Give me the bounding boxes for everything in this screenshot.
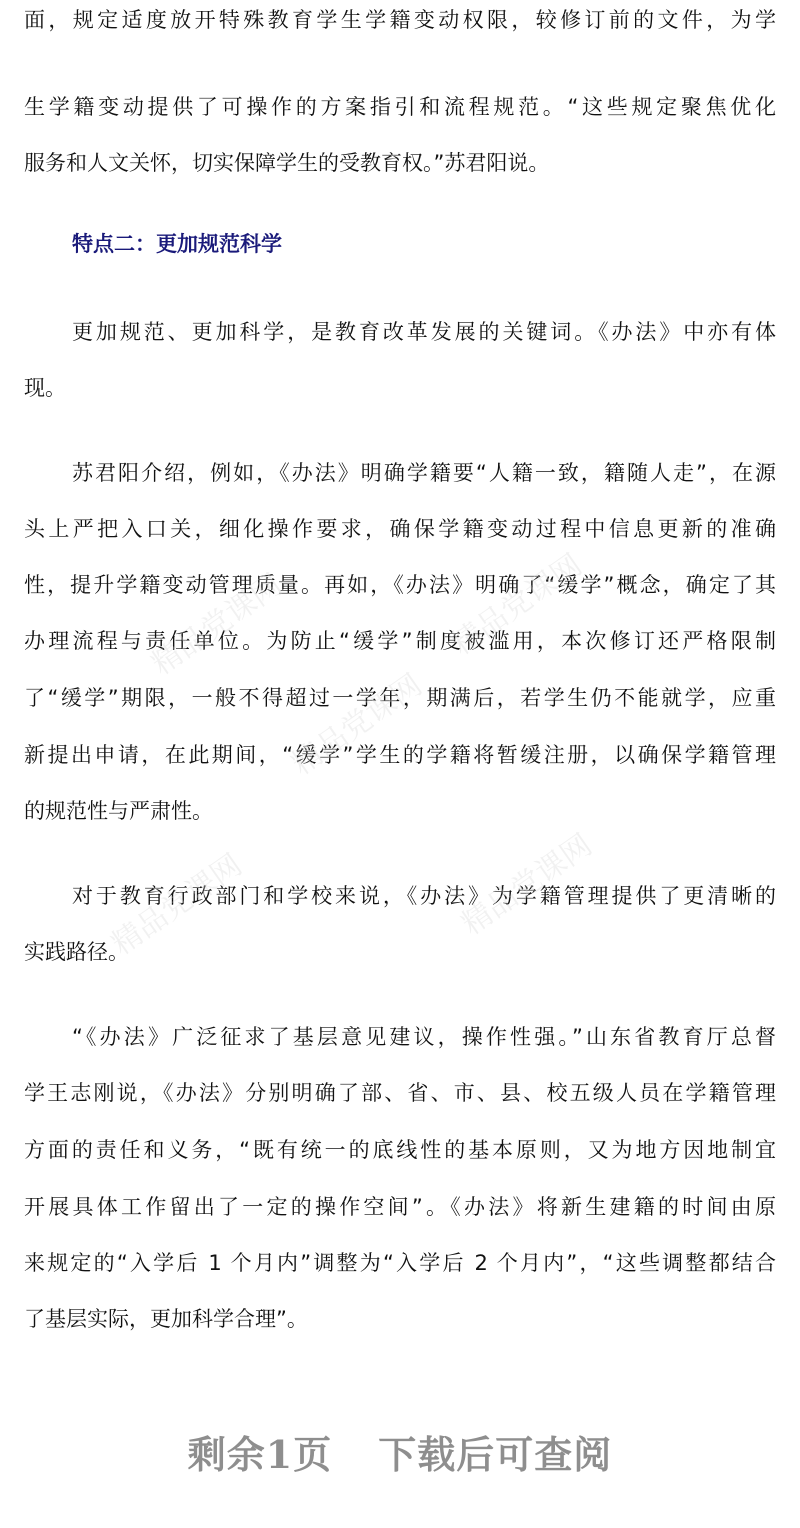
paragraph-line: 方面的责任和义务，“既有统一的底线性的基本原则，又为地方因地制宜 [24, 1138, 776, 1162]
paragraph-line: 服务和人文关怀，切实保障学生的受教育权。”苏君阳说。 [24, 151, 550, 175]
watermark-graphic: 精品党课网 [105, 847, 249, 963]
paragraph-line: 面，规定适度放开特殊教育学生学籍变动权限，较修订前的文件，为学 [24, 8, 776, 32]
paragraph-line: 对于教育行政部门和学校来说，《办法》为学籍管理提供了更清晰的 [72, 884, 776, 908]
remaining-pages-label[interactable]: 剩余1页 [187, 1432, 333, 1477]
paragraph-line: “《办法》广泛征求了基层意见建议，操作性强。”山东省教育厅总督 [72, 1025, 776, 1049]
paragraph-line: 开展具体工作留出了一定的操作空间”。《办法》将新生建籍的时间由原 [24, 1195, 776, 1219]
paragraph-line: 性，提升学籍变动管理质量。再如，《办法》明确了“缓学”概念，确定了其 [24, 573, 776, 597]
section-heading: 特点二：更加规范科学 [72, 232, 282, 256]
paragraph-line: 更加规范、更加科学，是教育改革发展的关键词。《办法》中亦有体 [72, 320, 776, 344]
watermark-graphic: 精品党课网 [145, 567, 289, 683]
paragraph-line: 的规范性与严肃性。 [24, 799, 213, 823]
watermark-graphic: 精品党课网 [285, 667, 429, 783]
paragraph-line: 实践路径。 [24, 940, 129, 964]
paragraph-line: 生学籍变动提供了可操作的方案指引和流程规范。“这些规定聚焦优化 [24, 95, 776, 119]
paragraph-line: 办理流程与责任单位。为防止“缓学”制度被滥用，本次修订还严格限制 [24, 629, 776, 653]
watermark-graphic: 精品党课网 [455, 827, 599, 943]
remaining-pages-banner[interactable] [0, 1424, 800, 1479]
paragraph-line: 头上严把入口关，细化操作要求，确保学籍变动过程中信息更新的准确 [24, 517, 776, 541]
paragraph-line: 学王志刚说，《办法》分别明确了部、省、市、县、校五级人员在学籍管理 [24, 1081, 776, 1105]
paragraph-line: 了“缓学”期限，一般不得超过一学年，期满后，若学生仍不能就学，应重 [24, 686, 776, 710]
paragraph-line: 来规定的“入学后 1 个月内”调整为“入学后 2 个月内”，“这些调整都结合 [24, 1251, 776, 1275]
paragraph-line: 新提出申请，在此期间，“缓学”学生的学籍将暂缓注册，以确保学籍管理 [24, 743, 776, 767]
watermark-graphic: 精品党课网 [445, 547, 589, 663]
paragraph-line: 现。 [24, 376, 66, 400]
paragraph-line: 苏君阳介绍，例如，《办法》明确学籍要“人籍一致，籍随人走”，在源 [72, 461, 776, 485]
paragraph-line: 了基层实际，更加科学合理”。 [24, 1307, 308, 1331]
download-to-view-label[interactable]: 下载后可查阅 [378, 1432, 613, 1477]
